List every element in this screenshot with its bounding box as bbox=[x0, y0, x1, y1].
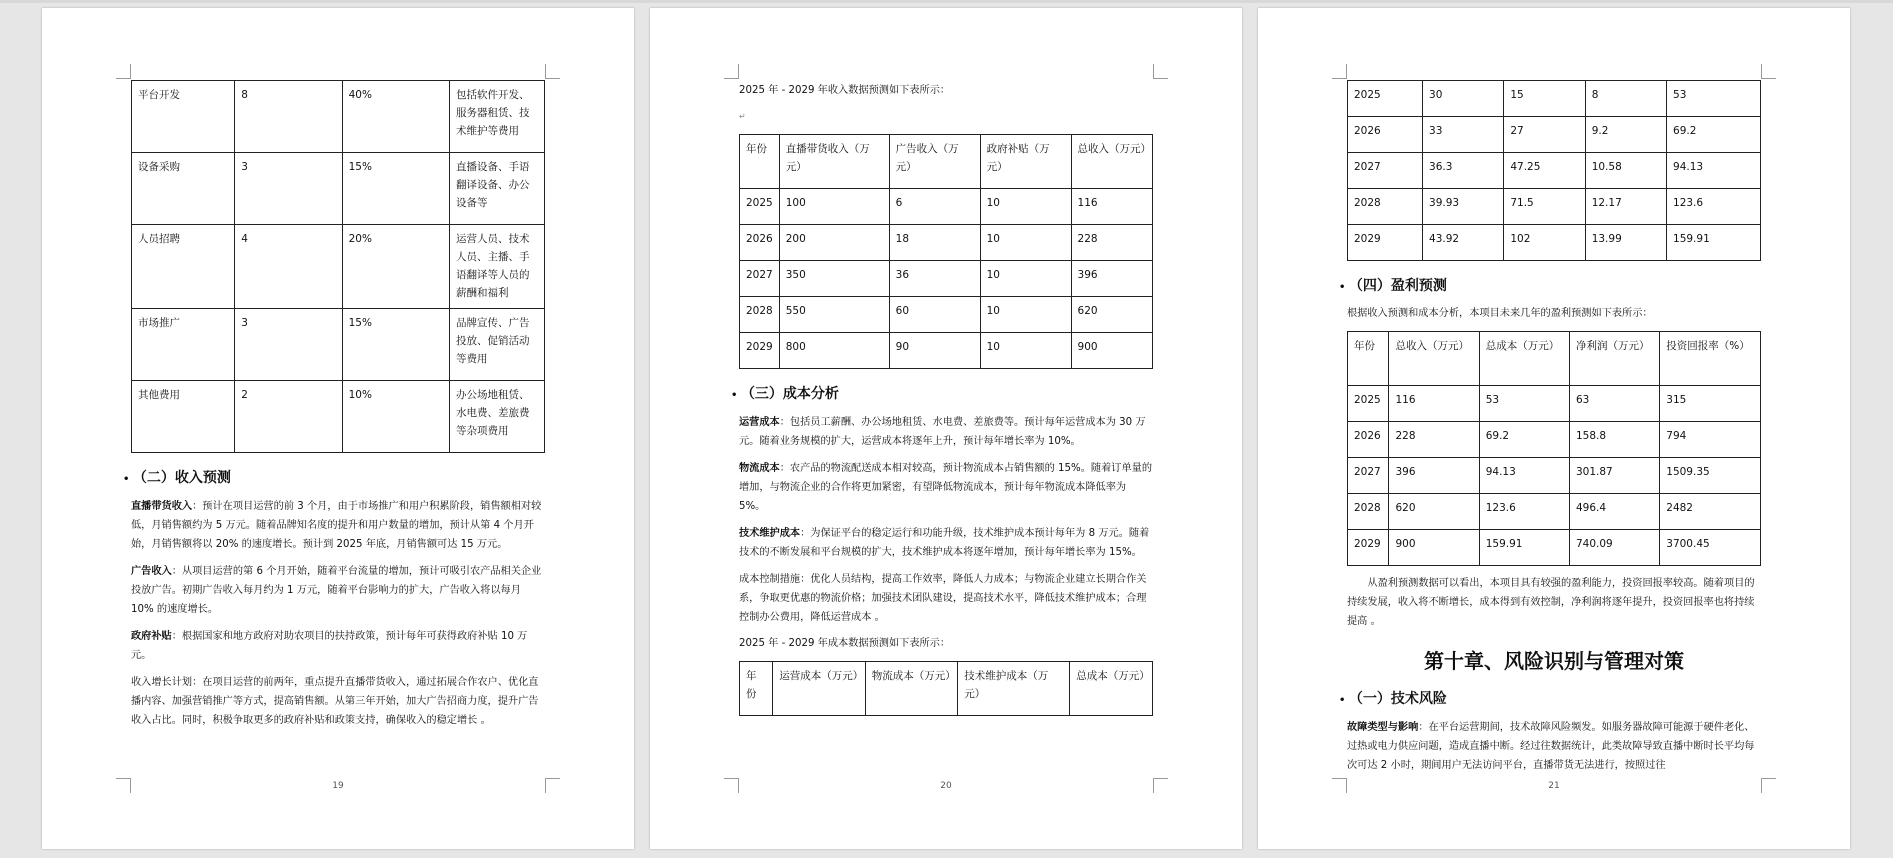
window-top-edge bbox=[0, 0, 1893, 3]
paragraph-label: 直播带货收入 bbox=[131, 501, 193, 512]
table-cell: 53 bbox=[1667, 81, 1761, 117]
paragraph-label: 技术维护成本 bbox=[739, 528, 801, 539]
paragraph-text: ：为保证平台的稳定运行和功能升级，技术维护成本预计每年为 8 万元。随着技术的不断发展和平台规模的扩大，技术维护成本将逐年增加，预计每年增长率为 15%。 bbox=[739, 528, 1150, 558]
table-cell: 2025 bbox=[1348, 81, 1423, 117]
table-cell: 620 bbox=[1389, 494, 1479, 530]
budget-table bbox=[131, 80, 545, 453]
table-cell: 36.3 bbox=[1423, 153, 1504, 189]
table-cell: 63 bbox=[1570, 386, 1660, 422]
table-cell: 123.6 bbox=[1479, 494, 1569, 530]
table-cell: 69.2 bbox=[1667, 117, 1761, 153]
table-cell: 10 bbox=[980, 261, 1071, 297]
table-row bbox=[1348, 189, 1761, 225]
column-header: 年份 bbox=[740, 135, 780, 189]
table-cell: 10 bbox=[980, 297, 1071, 333]
crop-mark bbox=[1761, 64, 1776, 79]
document-page-19 bbox=[42, 8, 634, 849]
paragraph-text: ：预计在项目运营的前 3 个月，由于市场推广和用户积累阶段，销售额相对较低，月销售额约为 5 万元。随着品牌知名度的提升和用户数量的增加，预计从第 4 个月开始，月销售额将以 20% 的速度增长。预计到 2025 年底，月销售额可达 15 万元。 bbox=[131, 501, 542, 550]
table-cell: 人员招聘 bbox=[132, 225, 235, 309]
table-cell: 2029 bbox=[1348, 530, 1389, 566]
table-cell: 直播设备、手语翻译设备、办公设备等 bbox=[450, 153, 545, 225]
column-header: 年份 bbox=[740, 662, 773, 716]
body-paragraph bbox=[739, 524, 1153, 562]
column-header: 净利润（万元） bbox=[1570, 332, 1660, 386]
table-cell: 550 bbox=[779, 297, 889, 333]
section-title-tech-risk: • （一）技术风险 bbox=[1339, 688, 1761, 708]
table-row bbox=[1348, 81, 1761, 117]
crop-mark bbox=[1153, 64, 1168, 79]
table-header-row bbox=[740, 135, 1153, 189]
table-row bbox=[1348, 530, 1761, 566]
table-cell: 2026 bbox=[740, 225, 780, 261]
column-header: 直播带货收入（万元） bbox=[779, 135, 889, 189]
body-paragraph bbox=[131, 627, 545, 665]
paragraph-label: 物流成本 bbox=[739, 463, 780, 474]
table-row bbox=[132, 309, 545, 381]
table-cell: 396 bbox=[1389, 458, 1479, 494]
table-cell: 15% bbox=[342, 309, 449, 381]
table-row bbox=[1348, 458, 1761, 494]
risk-label: 故障类型与影响 bbox=[1347, 722, 1419, 733]
table-cell: 2025 bbox=[740, 189, 780, 225]
body-paragraph bbox=[739, 570, 1153, 627]
table-cell: 2026 bbox=[1348, 117, 1423, 153]
table-cell: 8 bbox=[235, 81, 342, 153]
table-cell: 60 bbox=[889, 297, 980, 333]
crop-mark bbox=[116, 64, 131, 79]
table-row bbox=[1348, 153, 1761, 189]
risk-paragraph bbox=[1347, 718, 1761, 775]
profit-table-intro: 根据收入预测和成本分析，本项目未来几年的盈利预测如下表所示： bbox=[1347, 308, 1653, 319]
table-cell: 900 bbox=[1071, 333, 1152, 369]
table-cell: 47.25 bbox=[1504, 153, 1585, 189]
table-cell: 办公场地租赁、水电费、差旅费等杂项费用 bbox=[450, 381, 545, 453]
table-cell: 包括软件开发、服务器租赁、技术维护等费用 bbox=[450, 81, 545, 153]
table-cell: 设备采购 bbox=[132, 153, 235, 225]
table-cell: 市场推广 bbox=[132, 309, 235, 381]
table-cell: 40% bbox=[342, 81, 449, 153]
cost-paragraphs bbox=[739, 413, 1153, 627]
page-number: 20 bbox=[940, 781, 952, 791]
table-cell: 1509.35 bbox=[1660, 458, 1761, 494]
table-cell: 94.13 bbox=[1667, 153, 1761, 189]
empty-paragraph: ↵ bbox=[739, 112, 746, 121]
paragraph-label: 政府补贴 bbox=[131, 631, 172, 642]
crop-mark bbox=[1332, 64, 1347, 79]
crop-mark bbox=[724, 64, 739, 79]
table-row bbox=[740, 189, 1153, 225]
table-cell: 116 bbox=[1071, 189, 1152, 225]
table-cell: 3700.45 bbox=[1660, 530, 1761, 566]
table-cell: 2028 bbox=[1348, 494, 1389, 530]
section-title-profit: • （四）盈利预测 bbox=[1339, 275, 1761, 295]
document-page-21 bbox=[1258, 8, 1850, 849]
table-cell: 2 bbox=[235, 381, 342, 453]
table-cell: 2482 bbox=[1660, 494, 1761, 530]
table-cell: 18 bbox=[889, 225, 980, 261]
income-table-intro: 2025 年 - 2029 年收入数据预测如下表所示： bbox=[739, 85, 951, 96]
table-cell: 2027 bbox=[740, 261, 780, 297]
table-cell: 2029 bbox=[1348, 225, 1423, 261]
column-header: 技术维护成本（万元） bbox=[958, 662, 1070, 716]
table-cell: 2025 bbox=[1348, 386, 1389, 422]
paragraph-label: 运营成本 bbox=[739, 417, 780, 428]
column-header: 广告收入（万元） bbox=[889, 135, 980, 189]
column-header: 年份 bbox=[1348, 332, 1389, 386]
table-cell: 100 bbox=[779, 189, 889, 225]
table-cell: 43.92 bbox=[1423, 225, 1504, 261]
section-title-cost: • （三）成本分析 bbox=[731, 383, 1153, 403]
table-cell: 396 bbox=[1071, 261, 1152, 297]
paragraph-text: 收入增长计划：在项目运营的前两年，重点提升直播带货收入，通过拓展合作农户、优化直播内容、加强营销推广等方式，提高销售额。从第三年开始，加大广告招商力度，提升广告收入占比。同时，积极争取更多的政府补贴和政策支持，确保收入的稳定增长 。 bbox=[131, 677, 539, 726]
column-header: 物流成本（万元） bbox=[865, 662, 958, 716]
table-cell: 39.93 bbox=[1423, 189, 1504, 225]
body-paragraph bbox=[131, 562, 545, 619]
table-cell: 36 bbox=[889, 261, 980, 297]
paragraph-text: ：根据国家和地方政府对助农项目的扶持政策，预计每年可获得政府补贴 10 万元。 bbox=[131, 631, 528, 661]
table-header-row bbox=[740, 662, 1153, 716]
column-header: 投资回报率（%） bbox=[1660, 332, 1761, 386]
column-header: 总收入（万元） bbox=[1389, 332, 1479, 386]
table-cell: 228 bbox=[1389, 422, 1479, 458]
column-header: 总收入（万元） bbox=[1071, 135, 1152, 189]
table-cell: 平台开发 bbox=[132, 81, 235, 153]
table-row bbox=[132, 225, 545, 309]
table-cell: 794 bbox=[1660, 422, 1761, 458]
table-cell: 159.91 bbox=[1667, 225, 1761, 261]
table-row bbox=[740, 333, 1153, 369]
table-cell: 10 bbox=[980, 225, 1071, 261]
cost-forecast-table-body bbox=[1347, 80, 1761, 261]
paragraph-text: ：农产品的物流配送成本相对较高，预计物流成本占销售额的 15%。随着订单量的增加，与物流企业的合作将更加紧密，有望降低物流成本，预计每年物流成本降低率为 5%。 bbox=[739, 463, 1153, 512]
table-cell: 10 bbox=[980, 189, 1071, 225]
column-header: 总成本（万元） bbox=[1070, 662, 1153, 716]
table-cell: 159.91 bbox=[1479, 530, 1569, 566]
table-cell: 116 bbox=[1389, 386, 1479, 422]
table-row bbox=[132, 81, 545, 153]
column-header: 运营成本（万元） bbox=[773, 662, 866, 716]
table-cell: 94.13 bbox=[1479, 458, 1569, 494]
table-cell: 2026 bbox=[1348, 422, 1389, 458]
table-cell: 10 bbox=[980, 333, 1071, 369]
body-paragraph bbox=[739, 459, 1153, 516]
crop-mark bbox=[545, 64, 560, 79]
table-cell: 69.2 bbox=[1479, 422, 1569, 458]
chapter-title: 第十章、风险识别与管理对策 bbox=[1424, 649, 1684, 673]
risk-text: ：在平台运营期间，技术故障风险频发。如服务器故障可能源于硬件老化、过热或电力供应问题，造成直播中断。经过往数据统计，此类故障导致直播中断时长平均每次可达 2 小时，期间用户无法访问平台，直播带货无法进行，按照过往 bbox=[1347, 722, 1755, 771]
table-row bbox=[132, 381, 545, 453]
table-header-row bbox=[1348, 332, 1761, 386]
table-cell: 2027 bbox=[1348, 153, 1423, 189]
table-cell: 4 bbox=[235, 225, 342, 309]
table-row bbox=[1348, 225, 1761, 261]
income-forecast-table bbox=[739, 134, 1153, 369]
table-cell: 800 bbox=[779, 333, 889, 369]
table-cell: 3 bbox=[235, 153, 342, 225]
profit-forecast-table bbox=[1347, 331, 1761, 566]
table-cell: 740.09 bbox=[1570, 530, 1660, 566]
table-row bbox=[740, 225, 1153, 261]
table-cell: 123.6 bbox=[1667, 189, 1761, 225]
section-title-income: • （二）收入预测 bbox=[123, 467, 545, 487]
table-cell: 2027 bbox=[1348, 458, 1389, 494]
body-paragraph bbox=[739, 413, 1153, 451]
document-page-20 bbox=[650, 8, 1242, 849]
table-cell: 27 bbox=[1504, 117, 1585, 153]
table-row bbox=[132, 153, 545, 225]
table-cell: 620 bbox=[1071, 297, 1152, 333]
table-cell: 15% bbox=[342, 153, 449, 225]
table-cell: 158.8 bbox=[1570, 422, 1660, 458]
income-paragraphs bbox=[131, 497, 545, 730]
table-row bbox=[740, 297, 1153, 333]
table-cell: 30 bbox=[1423, 81, 1504, 117]
table-cell: 2028 bbox=[1348, 189, 1423, 225]
column-header: 总成本（万元） bbox=[1479, 332, 1569, 386]
table-row bbox=[1348, 117, 1761, 153]
body-paragraph bbox=[131, 673, 545, 730]
cost-forecast-table-header bbox=[739, 661, 1153, 716]
table-cell: 8 bbox=[1585, 81, 1666, 117]
table-cell: 9.2 bbox=[1585, 117, 1666, 153]
table-cell: 运营人员、技术人员、主播、手语翻译等人员的薪酬和福利 bbox=[450, 225, 545, 309]
table-row bbox=[1348, 494, 1761, 530]
table-cell: 12.17 bbox=[1585, 189, 1666, 225]
table-cell: 15 bbox=[1504, 81, 1585, 117]
table-cell: 301.87 bbox=[1570, 458, 1660, 494]
table-cell: 13.99 bbox=[1585, 225, 1666, 261]
column-header: 政府补贴（万元） bbox=[980, 135, 1071, 189]
table-cell: 6 bbox=[889, 189, 980, 225]
table-cell: 10.58 bbox=[1585, 153, 1666, 189]
table-cell: 53 bbox=[1479, 386, 1569, 422]
table-row bbox=[1348, 386, 1761, 422]
paragraph-label: 广告收入 bbox=[131, 566, 172, 577]
table-cell: 90 bbox=[889, 333, 980, 369]
table-cell: 2028 bbox=[740, 297, 780, 333]
table-cell: 71.5 bbox=[1504, 189, 1585, 225]
table-cell: 10% bbox=[342, 381, 449, 453]
body-paragraph bbox=[131, 497, 545, 554]
paragraph-text: ：从项目运营的第 6 个月开始，随着平台流量的增加，预计可吸引农产品相关企业投放广告。初期广告收入每月约为 1 万元，随着平台影响力的扩大，广告收入将以每月 10% 的速度增长。 bbox=[131, 566, 542, 615]
table-cell: 2029 bbox=[740, 333, 780, 369]
table-cell: 496.4 bbox=[1570, 494, 1660, 530]
table-cell: 102 bbox=[1504, 225, 1585, 261]
table-row bbox=[740, 261, 1153, 297]
paragraph-text: 成本控制措施：优化人员结构，提高工作效率，降低人力成本；与物流企业建立长期合作关系，争取更优惠的物流价格；加强技术团队建设，提高技术水平，降低技术维护成本；合理控制办公费用，降低运营成本 。 bbox=[739, 574, 1147, 623]
table-cell: 20% bbox=[342, 225, 449, 309]
table-cell: 其他费用 bbox=[132, 381, 235, 453]
table-cell: 350 bbox=[779, 261, 889, 297]
page-number: 19 bbox=[332, 781, 344, 791]
cost-table-intro: 2025 年 - 2029 年成本数据预测如下表所示： bbox=[739, 638, 951, 649]
profit-summary: 从盈利预测数据可以看出，本项目具有较强的盈利能力，投资回报率较高。随着项目的持续发展，收入将不断增长，成本得到有效控制，净利润将逐年提升，投资回报率也将持续提高 。 bbox=[1347, 578, 1755, 627]
table-cell: 900 bbox=[1389, 530, 1479, 566]
table-row bbox=[1348, 422, 1761, 458]
page-number: 21 bbox=[1548, 781, 1560, 791]
table-cell: 3 bbox=[235, 309, 342, 381]
table-cell: 228 bbox=[1071, 225, 1152, 261]
table-cell: 200 bbox=[779, 225, 889, 261]
table-cell: 品牌宣传、广告投放、促销活动等费用 bbox=[450, 309, 545, 381]
paragraph-text: ：包括员工薪酬、办公场地租赁、水电费、差旅费等。预计每年运营成本为 30 万元。随着业务规模的扩大，运营成本将逐年上升，预计每年增长率为 10%。 bbox=[739, 417, 1146, 447]
table-cell: 33 bbox=[1423, 117, 1504, 153]
table-cell: 315 bbox=[1660, 386, 1761, 422]
